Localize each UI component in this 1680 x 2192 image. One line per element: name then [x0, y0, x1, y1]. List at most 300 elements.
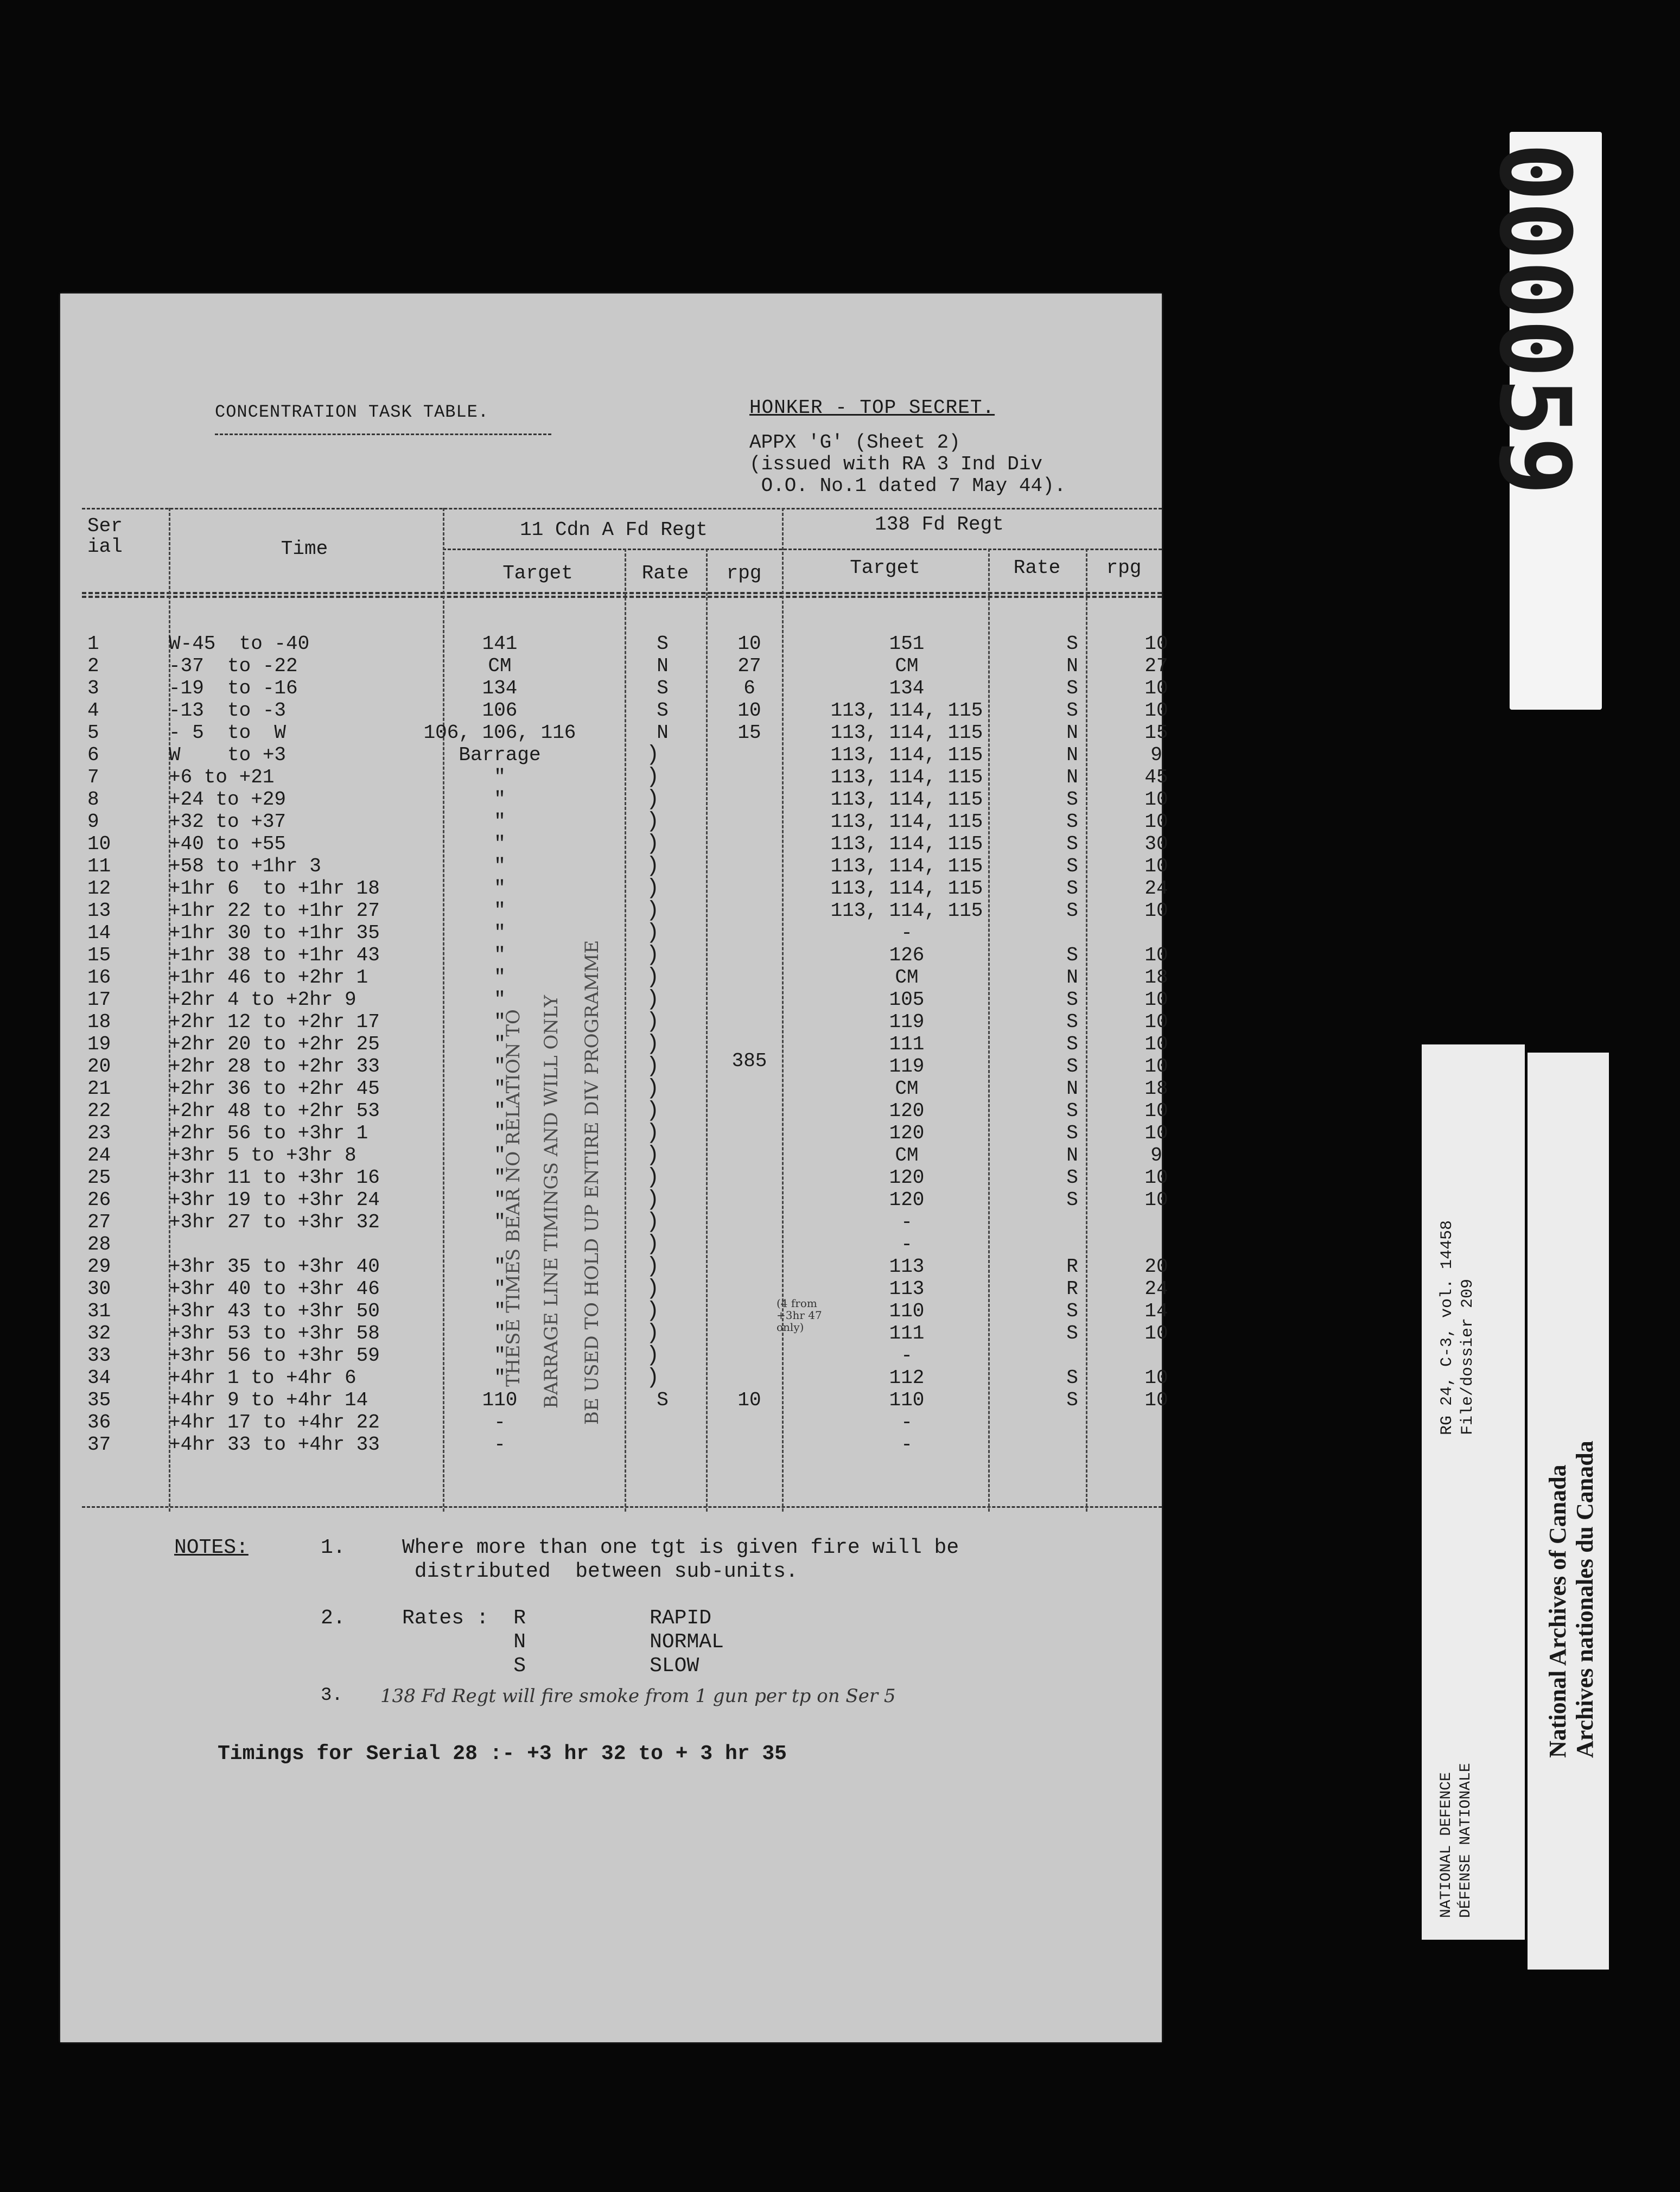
- cell-tgt1: ": [494, 1078, 506, 1100]
- table-row: [82, 1099, 1168, 1123]
- cell-ser: 10: [87, 833, 111, 855]
- cell-time: +58 to +1hr 3: [169, 855, 321, 877]
- cell-tgt1: ": [494, 1011, 506, 1033]
- stamp-archives-fr: Archives nationales du Canada: [1571, 1441, 1598, 1758]
- cell-time: +1hr 46 to +2hr 1: [169, 966, 368, 989]
- cell-tgt1: ": [494, 811, 506, 833]
- cell-tgt2: -: [901, 1211, 913, 1233]
- cell-tgt1: ": [494, 989, 506, 1011]
- bracket-mark: ): [646, 810, 660, 834]
- cell-time: W-45 to -40: [169, 633, 310, 655]
- cell-tgt2: 120: [889, 1167, 925, 1189]
- cell-time: +3hr 40 to +3hr 46: [169, 1278, 380, 1300]
- cell-tgt2: 134: [889, 677, 925, 699]
- cell-time: +3hr 11 to +3hr 16: [169, 1167, 380, 1189]
- cell-tgt1: ": [494, 1100, 506, 1122]
- cell-tgt2: 151: [889, 633, 925, 655]
- cell-ser: 4: [87, 699, 99, 722]
- cell-rpg1: 385: [731, 1050, 767, 1072]
- cell-rpg2: 10: [1144, 1167, 1168, 1189]
- bracket-mark: ): [646, 1143, 660, 1168]
- cell-rate2: S: [1066, 699, 1078, 722]
- cell-tgt2: -: [901, 1344, 913, 1367]
- stamp-defence-line-2: DÉFENSE NATIONALE: [1458, 1763, 1474, 1918]
- table-row: [82, 1254, 1168, 1279]
- cell-ser: 19: [87, 1033, 111, 1055]
- table-row: [82, 832, 1168, 856]
- table-row: [82, 965, 1168, 990]
- cell-tgt1: ": [494, 1211, 506, 1233]
- cell-rate1: S: [657, 633, 669, 655]
- cell-rpg2: 10: [1144, 1389, 1168, 1411]
- cell-tgt1: ": [494, 1367, 506, 1389]
- cell-time: +4hr 9 to +4hr 14: [169, 1389, 368, 1411]
- bracket-mark: ): [646, 743, 660, 767]
- handwritten-small-note: (4 from +3hr 47 only): [777, 1297, 822, 1334]
- cell-tgt1: Barrage: [459, 744, 541, 766]
- bracket-mark: ): [646, 899, 660, 923]
- note-1-text: Where more than one tgt is given fire will be distributed between sub-units.: [402, 1536, 959, 1583]
- table-row: [82, 1050, 1168, 1079]
- cell-tgt1: ": [494, 855, 506, 877]
- cell-ser: 34: [87, 1367, 111, 1389]
- cell-tgt2: -: [901, 922, 913, 944]
- header-time: Time: [281, 538, 328, 560]
- cell-ser: 14: [87, 922, 111, 944]
- cell-rate1: S: [657, 699, 669, 722]
- bracket-mark: ): [646, 1277, 660, 1301]
- cell-rate2: N: [1066, 966, 1078, 989]
- cell-rate2: S: [1066, 989, 1078, 1011]
- table-row: [82, 722, 1168, 744]
- bracket-mark: ): [646, 832, 660, 856]
- cell-tgt2: 105: [889, 989, 925, 1011]
- cell-rate2: S: [1066, 1189, 1078, 1211]
- cell-tgt2: 113: [889, 1278, 925, 1300]
- cell-rpg1: 15: [737, 722, 761, 744]
- cell-tgt1: ": [494, 766, 506, 788]
- cell-tgt1: ": [494, 1144, 506, 1167]
- cell-rpg2: 24: [1144, 877, 1168, 900]
- document-page: [60, 294, 1168, 2042]
- bracket-mark: ): [646, 1054, 660, 1079]
- cell-rate1: S: [657, 677, 669, 699]
- cell-rate2: S: [1066, 1322, 1078, 1344]
- table-row: [82, 876, 1168, 901]
- cell-ser: 25: [87, 1167, 111, 1189]
- cell-time: +3hr 56 to +3hr 59: [169, 1344, 380, 1367]
- cell-rpg1: 10: [737, 633, 761, 655]
- cell-tgt1: ": [494, 1256, 506, 1278]
- bracket-mark: ): [646, 1299, 660, 1323]
- cell-rate2: S: [1066, 855, 1078, 877]
- cell-rpg1: 6: [743, 677, 755, 699]
- table-row: [82, 1165, 1168, 1190]
- table-row: [82, 854, 1168, 878]
- appx-line-3: O.O. No.1 dated 7 May 44).: [749, 475, 1066, 497]
- table-row: [82, 1411, 1162, 1433]
- cell-tgt2: 113, 114, 115: [830, 744, 983, 766]
- cell-rate2: S: [1066, 1011, 1078, 1033]
- stamp-archives-en: National Archives of Canada: [1544, 1464, 1571, 1758]
- cell-rate1: N: [657, 722, 669, 744]
- cell-ser: 26: [87, 1189, 111, 1211]
- cell-time: +1hr 6 to +1hr 18: [169, 877, 380, 900]
- cell-tgt1: ": [494, 877, 506, 900]
- table-row: [82, 1344, 1162, 1367]
- cell-rate2: R: [1066, 1278, 1078, 1300]
- cell-rate2: S: [1066, 633, 1078, 655]
- table-row: [82, 1211, 1162, 1233]
- header-serial: Ser ial: [87, 515, 123, 558]
- bracket-mark: ): [646, 787, 660, 812]
- cell-ser: 12: [87, 877, 111, 900]
- cell-tgt2: CM: [895, 655, 919, 677]
- cell-ser: 33: [87, 1344, 111, 1367]
- cell-tgt2: 113: [889, 1256, 925, 1278]
- note-2-text: Rates : R RAPID N NORMAL S SLOW: [402, 1607, 724, 1678]
- cell-ser: 6: [87, 744, 99, 766]
- cell-tgt1: ": [494, 1300, 506, 1322]
- bracket-mark: ): [646, 1210, 660, 1234]
- cell-rate2: N: [1066, 766, 1078, 788]
- handwritten-note-line-1: THESE TIMES BEAR NO RELATION TO: [502, 1009, 524, 1387]
- cell-time: +6 to +21: [169, 766, 275, 788]
- cell-tgt2: -: [901, 1433, 913, 1456]
- cell-time: - 5 to W: [169, 722, 287, 744]
- cell-rpg2: 10: [1144, 699, 1168, 722]
- cell-rpg2: 9: [1150, 744, 1162, 766]
- serial-28-timings: Timings for Serial 28 :- +3 hr 32 to + 3 hr 35: [218, 1742, 787, 1766]
- cell-rate2: S: [1066, 788, 1078, 811]
- cell-tgt2: 113, 114, 115: [830, 788, 983, 811]
- bracket-mark: ): [646, 1188, 660, 1212]
- header-rule-2: [82, 596, 1162, 598]
- cell-ser: 28: [87, 1233, 111, 1256]
- cell-ser: 31: [87, 1300, 111, 1322]
- bracket-mark: ): [646, 1010, 660, 1034]
- cell-ser: 22: [87, 1100, 111, 1122]
- cell-tgt1: ": [494, 944, 506, 966]
- bracket-mark: ): [646, 1076, 660, 1101]
- cell-rpg2: 24: [1144, 1278, 1168, 1300]
- cell-rate2: S: [1066, 1300, 1078, 1322]
- cell-tgt2: 113, 114, 115: [830, 855, 983, 877]
- title-underline: [215, 434, 551, 435]
- cell-tgt1: ": [494, 1167, 506, 1189]
- cell-ser: 36: [87, 1411, 111, 1433]
- cell-rpg2: 14: [1144, 1300, 1168, 1322]
- cell-tgt1: -: [494, 1411, 506, 1433]
- cell-rpg2: 10: [1144, 944, 1168, 966]
- cell-time: +40 to +55: [169, 833, 287, 855]
- table-row: [82, 633, 1168, 655]
- cell-rpg2: 10: [1144, 989, 1168, 1011]
- bracket-mark: ): [646, 1321, 660, 1346]
- cell-ser: 1: [87, 633, 99, 655]
- cell-rpg2: 10: [1144, 1033, 1168, 1055]
- bracket-mark: ): [646, 765, 660, 789]
- cell-rate2: S: [1066, 900, 1078, 922]
- table-row: [82, 810, 1168, 834]
- table-row: [82, 1321, 1168, 1346]
- bracket-mark: ): [646, 1121, 660, 1145]
- cell-time: +1hr 38 to +1hr 43: [169, 944, 380, 966]
- cell-time: +24 to +29: [169, 788, 287, 811]
- bracket-mark: ): [646, 854, 660, 878]
- table-top-rule: [82, 508, 1162, 509]
- cell-tgt2: CM: [895, 1078, 919, 1100]
- cell-time: +3hr 27 to +3hr 32: [169, 1211, 380, 1233]
- cell-rpg2: 10: [1144, 1322, 1168, 1344]
- cell-rate2: S: [1066, 677, 1078, 699]
- cell-time: -37 to -22: [169, 655, 298, 677]
- cell-tgt1: ": [494, 1122, 506, 1144]
- cell-rate2: N: [1066, 744, 1078, 766]
- cell-ser: 23: [87, 1122, 111, 1144]
- cell-rate1: S: [657, 1389, 669, 1411]
- table-row: [82, 1233, 1162, 1256]
- cell-time: +3hr 53 to +3hr 58: [169, 1322, 380, 1344]
- cell-time: +4hr 17 to +4hr 22: [169, 1411, 380, 1433]
- cell-rate2: S: [1066, 877, 1078, 900]
- cell-time: -19 to -16: [169, 677, 298, 699]
- stamp-reference-line-2: File/dossier 209: [1459, 1278, 1477, 1435]
- table-row: [82, 922, 1162, 944]
- cell-ser: 16: [87, 966, 111, 989]
- cell-rate2: S: [1066, 833, 1078, 855]
- header-rate-1: Rate: [641, 562, 689, 584]
- cell-tgt2: CM: [895, 1144, 919, 1167]
- cell-rpg2: 10: [1144, 1011, 1168, 1033]
- table-row: [82, 655, 1168, 677]
- cell-time: +2hr 12 to +2hr 17: [169, 1011, 380, 1033]
- notes-label: NOTES:: [174, 1536, 249, 1559]
- cell-tgt2: 113, 114, 115: [830, 722, 983, 744]
- cell-tgt2: 120: [889, 1100, 925, 1122]
- cell-tgt2: 113, 114, 115: [830, 699, 983, 722]
- cell-rate2: S: [1066, 1122, 1078, 1144]
- bracket-mark: ): [646, 987, 660, 1012]
- cell-ser: 17: [87, 989, 111, 1011]
- security-classification: HONKER - TOP SECRET.: [749, 397, 995, 419]
- cell-time: +32 to +37: [169, 811, 287, 833]
- concentration-table: [82, 508, 1168, 1512]
- cell-rate2: S: [1066, 1100, 1078, 1122]
- table-row: [82, 1010, 1168, 1034]
- stamp-defence-line-1: NATIONAL DEFENCE: [1438, 1772, 1455, 1918]
- cell-ser: 29: [87, 1256, 111, 1278]
- cell-time: +2hr 48 to +2hr 53: [169, 1100, 380, 1122]
- table-row: [82, 787, 1168, 812]
- cell-tgt2: 111: [889, 1322, 925, 1344]
- cell-rate2: N: [1066, 722, 1078, 744]
- cell-tgt1: ": [494, 1322, 506, 1344]
- bracket-mark: ): [646, 1366, 660, 1390]
- note-1-number: 1.: [321, 1536, 346, 1559]
- cell-rpg2: 10: [1144, 900, 1168, 922]
- cell-rpg1: 10: [737, 699, 761, 722]
- cell-ser: 35: [87, 1389, 111, 1411]
- cell-tgt1: 110: [482, 1389, 518, 1411]
- note-2-number: 2.: [321, 1607, 346, 1630]
- cell-rpg2: 10: [1144, 1100, 1168, 1122]
- cell-ser: 15: [87, 944, 111, 966]
- table-row: [82, 1366, 1168, 1390]
- cell-tgt2: CM: [895, 966, 919, 989]
- cell-rpg2: 10: [1144, 677, 1168, 699]
- cell-rpg2: 20: [1144, 1256, 1168, 1278]
- cell-rpg2: 15: [1144, 722, 1168, 744]
- bracket-mark: ): [646, 1032, 660, 1056]
- note-3-handwritten: 138 Fd Regt will fire smoke from 1 gun per tp on Ser 5: [380, 1685, 896, 1707]
- bracket-mark: ): [646, 876, 660, 901]
- cell-rpg2: 10: [1144, 633, 1168, 655]
- archive-reference-stamp: [1422, 1044, 1525, 1940]
- header-target-2: Target: [850, 557, 920, 579]
- cell-rpg2: 45: [1144, 766, 1168, 788]
- cell-tgt1: ": [494, 1344, 506, 1367]
- cell-rate2: S: [1066, 1033, 1078, 1055]
- group-split-rule: [443, 549, 1162, 550]
- header-group-1: 11 Cdn A Fd Regt: [520, 519, 708, 541]
- cell-tgt2: 119: [889, 1055, 925, 1078]
- cell-time: +1hr 22 to +1hr 27: [169, 900, 380, 922]
- cell-tgt1: ": [494, 900, 506, 922]
- table-row: [82, 943, 1168, 967]
- cell-time: +3hr 5 to +3hr 8: [169, 1144, 357, 1167]
- archive-page-number: [1478, 132, 1602, 710]
- cell-tgt1: ": [494, 1055, 506, 1078]
- table-row: [82, 1121, 1168, 1145]
- cell-rpg1: 27: [737, 655, 761, 677]
- cell-rpg2: 27: [1144, 655, 1168, 677]
- cell-time: +2hr 4 to +2hr 9: [169, 989, 357, 1011]
- cell-rpg2: 10: [1144, 1367, 1168, 1389]
- cell-rate2: S: [1066, 1389, 1078, 1411]
- cell-rate2: N: [1066, 1078, 1078, 1100]
- handwritten-note-line-3: BE USED TO HOLD UP ENTIRE DIV PROGRAMME: [581, 940, 603, 1425]
- table-row: [82, 1076, 1168, 1101]
- cell-tgt1: ": [494, 833, 506, 855]
- cell-ser: 5: [87, 722, 99, 744]
- cell-rpg2: 30: [1144, 833, 1168, 855]
- cell-time: +3hr 19 to +3hr 24: [169, 1189, 380, 1211]
- cell-rpg2: 10: [1144, 1122, 1168, 1144]
- table-row: [82, 1299, 1168, 1323]
- bracket-mark: ): [646, 1343, 660, 1368]
- header-rate-2: Rate: [1013, 557, 1061, 579]
- cell-ser: 21: [87, 1078, 111, 1100]
- table-row: [82, 1144, 1162, 1167]
- cell-ser: 37: [87, 1433, 111, 1456]
- cell-ser: 3: [87, 677, 99, 699]
- cell-tgt1: -: [494, 1433, 506, 1456]
- table-row: [82, 677, 1168, 699]
- bracket-mark: ): [646, 1165, 660, 1190]
- cell-tgt1: 106: [482, 699, 518, 722]
- cell-time: +4hr 1 to +4hr 6: [169, 1367, 357, 1389]
- cell-tgt1: ": [494, 788, 506, 811]
- table-bottom-rule: [82, 1506, 1162, 1508]
- cell-rpg2: 9: [1150, 1144, 1162, 1167]
- cell-ser: 11: [87, 855, 111, 877]
- bracket-mark: ): [646, 965, 660, 990]
- cell-ser: 13: [87, 900, 111, 922]
- table-row: [82, 699, 1168, 722]
- cell-tgt2: 120: [889, 1189, 925, 1211]
- handwritten-note-line-2: BARRAGE LINE TIMINGS AND WILL ONLY: [540, 995, 562, 1409]
- cell-ser: 7: [87, 766, 99, 788]
- cell-rate2: S: [1066, 811, 1078, 833]
- cell-tgt1: ": [494, 1033, 506, 1055]
- cell-time: +3hr 35 to +3hr 40: [169, 1256, 380, 1278]
- cell-tgt2: -: [901, 1233, 913, 1256]
- cell-tgt2: 126: [889, 944, 925, 966]
- cell-tgt2: 110: [889, 1300, 925, 1322]
- appx-line-1: APPX 'G' (Sheet 2): [749, 431, 960, 454]
- cell-tgt2: 112: [889, 1367, 925, 1389]
- cell-tgt2: 113, 114, 115: [830, 833, 983, 855]
- appx-line-2: (issued with RA 3 Ind Div: [749, 453, 1043, 475]
- cell-tgt1: CM: [488, 655, 512, 677]
- cell-rate2: S: [1066, 944, 1078, 966]
- cell-tgt2: 113, 114, 115: [830, 877, 983, 900]
- cell-rpg2: 18: [1144, 966, 1168, 989]
- cell-ser: 9: [87, 811, 99, 833]
- document-title: CONCENTRATION TASK TABLE.: [215, 402, 489, 422]
- header-group-2: 138 Fd Regt: [875, 513, 1004, 536]
- cell-rate2: S: [1066, 1055, 1078, 1078]
- note-3-number: 3.: [321, 1685, 343, 1706]
- table-row: [82, 1032, 1168, 1056]
- cell-rpg2: 10: [1144, 788, 1168, 811]
- cell-rpg2: 10: [1144, 811, 1168, 833]
- cell-tgt2: -: [901, 1411, 913, 1433]
- cell-rpg2: 18: [1144, 1078, 1168, 1100]
- cell-ser: 20: [87, 1055, 111, 1078]
- cell-time: +3hr 43 to +3hr 50: [169, 1300, 380, 1322]
- cell-rate2: N: [1066, 655, 1078, 677]
- cell-tgt1: ": [494, 966, 506, 989]
- cell-rpg2: 10: [1144, 855, 1168, 877]
- bracket-mark: ): [646, 921, 660, 945]
- appendix-reference: [749, 432, 1066, 497]
- cell-ser: 27: [87, 1211, 111, 1233]
- cell-rate2: S: [1066, 1367, 1078, 1389]
- bracket-mark: ): [646, 1099, 660, 1123]
- cell-time: +2hr 56 to +3hr 1: [169, 1122, 368, 1144]
- cell-ser: 2: [87, 655, 99, 677]
- cell-tgt2: 113, 114, 115: [830, 811, 983, 833]
- bracket-mark: ): [646, 943, 660, 967]
- cell-tgt2: 120: [889, 1122, 925, 1144]
- header-rule: [82, 592, 1162, 594]
- table-row: [82, 744, 1162, 766]
- cell-tgt1: 141: [482, 633, 518, 655]
- table-row: [82, 1277, 1168, 1301]
- table-row: [82, 1389, 1168, 1411]
- header-target-1: Target: [502, 562, 573, 584]
- cell-time: +2hr 36 to +2hr 45: [169, 1078, 380, 1100]
- table-row: [82, 1188, 1168, 1212]
- cell-tgt1: ": [494, 922, 506, 944]
- bracket-mark: ): [646, 1254, 660, 1279]
- cell-tgt2: 110: [889, 1389, 925, 1411]
- national-archives-stamp: [1528, 1053, 1609, 1970]
- header-rpg-1: rpg: [726, 562, 762, 584]
- cell-time: +2hr 28 to +2hr 33: [169, 1055, 380, 1078]
